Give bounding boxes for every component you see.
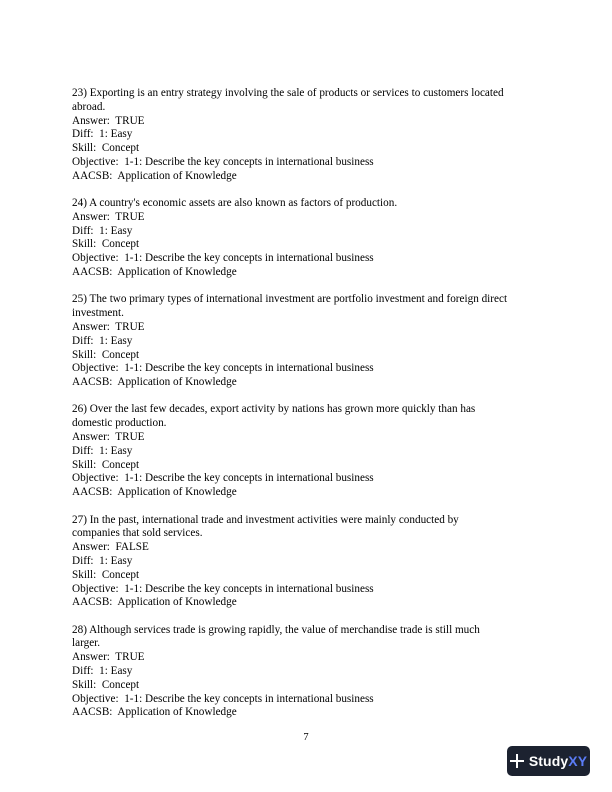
question-text: abroad.	[72, 100, 106, 113]
aacsb-line: AACSB: Application of Knowledge	[72, 376, 237, 389]
question-item	[72, 87, 542, 184]
objective-line: Objective: 1-1: Describe the key concepts in international business	[72, 692, 374, 705]
aacsb-line: AACSB: Application of Knowledge	[72, 706, 237, 719]
answer-line: Answer: TRUE	[72, 210, 145, 223]
question-text: investment.	[72, 307, 124, 320]
aacsb-line: AACSB: Application of Knowledge	[72, 596, 237, 609]
answer-line: Answer: TRUE	[72, 431, 145, 444]
objective-line: Objective: 1-1: Describe the key concepts in international business	[72, 362, 374, 375]
skill-line: Skill: Concept	[72, 678, 140, 691]
question-item	[72, 624, 542, 721]
question-text: 28) Although services trade is growing rapidly, the value of merchandise trade is still much	[72, 623, 480, 636]
watermark-brand-xy: XY	[568, 753, 588, 769]
watermark-brand-study: Study	[528, 753, 569, 769]
skill-line: Skill: Concept	[72, 348, 140, 361]
answer-line: Answer: TRUE	[72, 114, 145, 127]
question-list	[72, 87, 542, 734]
question-text: 26) Over the last few decades, export activity by nations has grown more quickly than has	[72, 403, 476, 416]
question-text: 24) A country's economic assets are also known as factors of production.	[72, 197, 398, 210]
objective-line: Objective: 1-1: Describe the key concepts in international business	[72, 155, 374, 168]
aacsb-line: AACSB: Application of Knowledge	[72, 486, 237, 499]
answer-line: Answer: TRUE	[72, 320, 145, 333]
question-item	[72, 514, 542, 611]
question-text: domestic production.	[72, 417, 167, 430]
answer-line: Answer: FALSE	[72, 541, 149, 554]
question-text: companies that sold services.	[72, 527, 203, 540]
difficulty-line: Diff: 1: Easy	[72, 334, 133, 347]
page-number: 7	[303, 732, 309, 743]
skill-line: Skill: Concept	[72, 458, 140, 471]
objective-line: Objective: 1-1: Describe the key concepts in international business	[72, 582, 374, 595]
objective-line: Objective: 1-1: Describe the key concepts in international business	[72, 252, 374, 265]
difficulty-line: Diff: 1: Easy	[72, 554, 133, 567]
question-text: 25) The two primary types of international investment are portfolio investment and foreign direct	[72, 293, 508, 306]
skill-line: Skill: Concept	[72, 142, 140, 155]
studyxy-watermark[interactable]	[507, 746, 590, 776]
aacsb-line: AACSB: Application of Knowledge	[72, 266, 237, 279]
question-item	[72, 403, 542, 500]
question-item	[72, 197, 542, 280]
aacsb-line: AACSB: Application of Knowledge	[72, 169, 237, 182]
objective-line: Objective: 1-1: Describe the key concepts in international business	[72, 472, 374, 485]
difficulty-line: Diff: 1: Easy	[72, 224, 133, 237]
question-text: 27) In the past, international trade and investment activities were mainly conducted by	[72, 513, 459, 526]
question-text: larger.	[72, 637, 101, 650]
plus-icon	[510, 754, 524, 768]
watermark-text	[529, 753, 587, 769]
difficulty-line: Diff: 1: Easy	[72, 444, 133, 457]
difficulty-line: Diff: 1: Easy	[72, 664, 133, 677]
question-item	[72, 293, 542, 390]
answer-line: Answer: TRUE	[72, 651, 145, 664]
skill-line: Skill: Concept	[72, 568, 140, 581]
difficulty-line: Diff: 1: Easy	[72, 128, 133, 141]
skill-line: Skill: Concept	[72, 238, 140, 251]
question-text: 23) Exporting is an entry strategy involving the sale of products or services to customers located	[72, 87, 504, 99]
